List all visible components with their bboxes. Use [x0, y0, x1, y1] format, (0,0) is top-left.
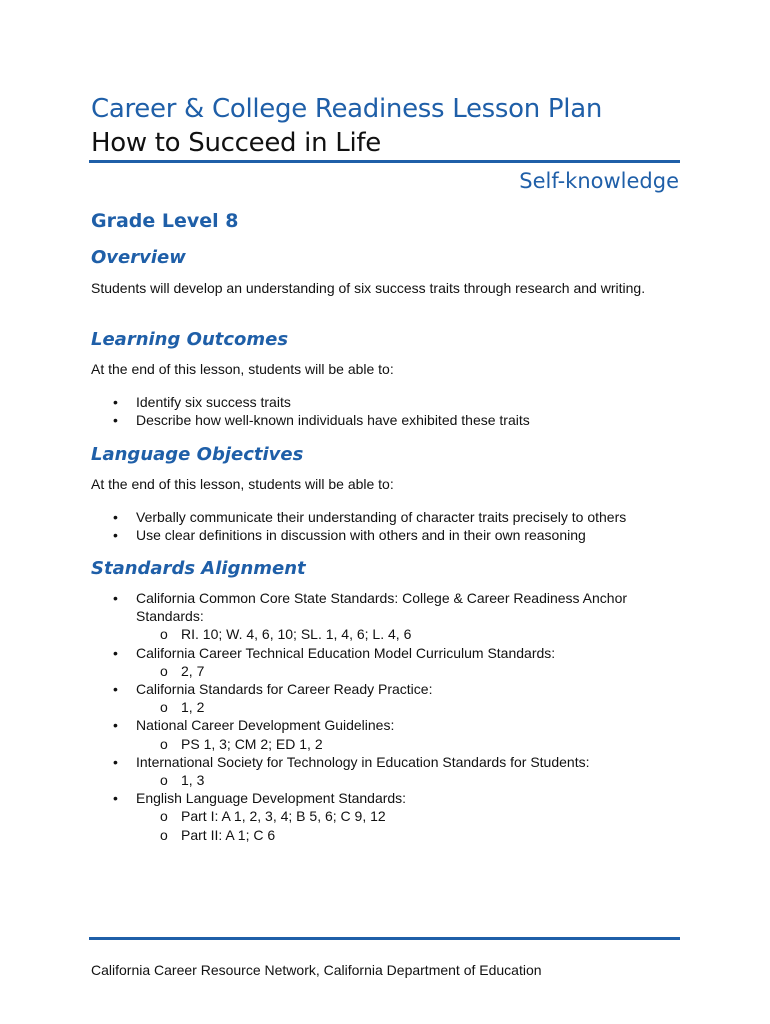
list-item [91, 753, 631, 789]
standard-sublist [136, 807, 631, 843]
standard-sublist [136, 735, 631, 753]
list-item: • Describe how well-known individuals have exhibited these traits [91, 411, 691, 429]
list-item: • Use clear definitions in discussion with others and in their own reasoning [91, 526, 691, 544]
standards-list [91, 589, 631, 844]
standards-heading: Standards Alignment [91, 558, 306, 579]
standard-sublist [136, 662, 631, 680]
list-item [91, 589, 631, 644]
footer-text: California Career Resource Network, California Department of Education [91, 962, 542, 978]
overview-text: Students will develop an understanding of six success traits through research and writing. [91, 280, 646, 296]
footer-divider [89, 937, 680, 940]
learning-outcomes-heading: Learning Outcomes [91, 329, 289, 350]
sub-list-item: o PS 1, 3; CM 2; ED 1, 2 [136, 735, 631, 753]
sub-list-item: o Part II: A 1; C 6 [136, 826, 631, 844]
standard-label: English Language Development Standards: [136, 790, 407, 807]
sub-list-item: o RI. 10; W. 4, 6, 10; SL. 1, 4, 6; L. 4, 6 [136, 625, 631, 643]
language-objectives-heading: Language Objectives [91, 444, 304, 465]
list-item: • Verbally communicate their understanding of character traits precisely to others [91, 508, 691, 526]
page-title: Career & College Readiness Lesson Plan [91, 94, 603, 124]
sub-list-item: o 1, 3 [136, 771, 631, 789]
grade-level-heading: Grade Level 8 [91, 210, 239, 232]
language-objectives-intro: At the end of this lesson, students will be able to: [91, 476, 394, 492]
lesson-title: How to Succeed in Life [91, 128, 381, 158]
standard-sublist [136, 625, 631, 643]
learning-outcomes-intro: At the end of this lesson, students will be able to: [91, 361, 394, 377]
standard-sublist [136, 698, 631, 716]
standard-label: California Career Technical Education Model Curriculum Standards: [136, 644, 556, 661]
standard-label: California Common Core State Standards: College & Career Readiness Anchor Standards: [136, 590, 628, 625]
list-item [91, 716, 631, 752]
list-item [91, 789, 631, 844]
list-item: • Identify six success traits [91, 393, 691, 411]
overview-heading: Overview [91, 247, 186, 268]
category-label: Self-knowledge [519, 169, 679, 193]
learning-outcomes-list [91, 393, 691, 429]
sub-list-item: o Part I: A 1, 2, 3, 4; B 5, 6; C 9, 12 [136, 807, 631, 825]
list-item [91, 680, 631, 716]
header-divider [89, 160, 680, 163]
standard-label: California Standards for Career Ready Practice: [136, 681, 433, 698]
language-objectives-list [91, 508, 691, 544]
standard-label: National Career Development Guidelines: [136, 717, 395, 734]
standard-sublist [136, 771, 631, 789]
sub-list-item: o 2, 7 [136, 662, 631, 680]
list-item [91, 644, 631, 680]
sub-list-item: o 1, 2 [136, 698, 631, 716]
standard-label: International Society for Technology in Education Standards for Students: [136, 753, 590, 770]
